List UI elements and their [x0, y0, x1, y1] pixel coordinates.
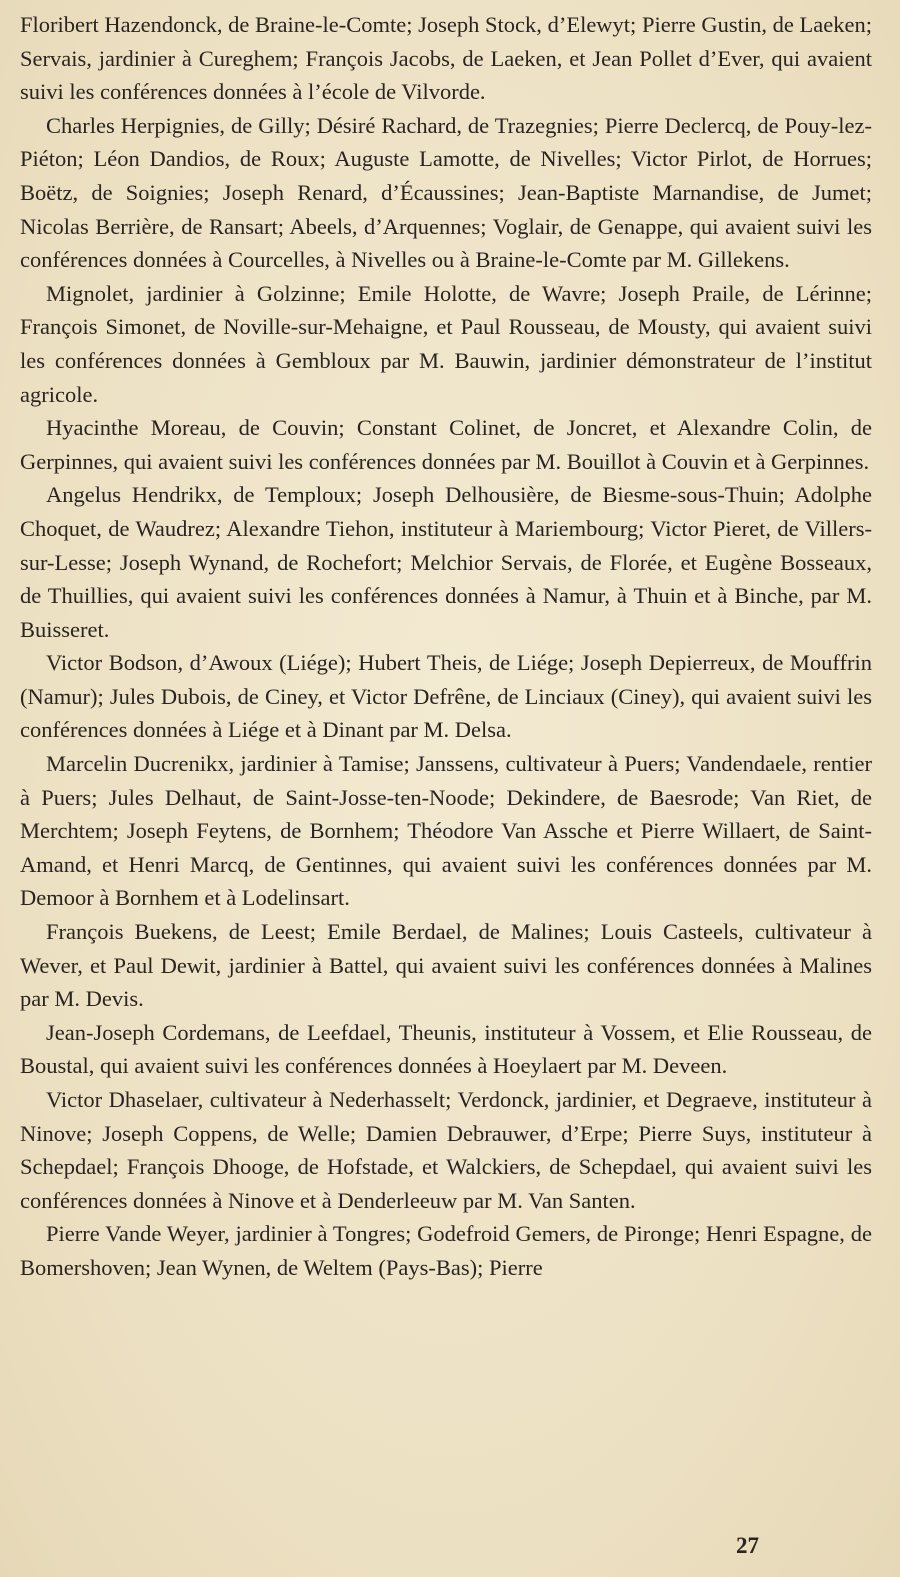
paragraph: Angelus Hendrikx, de Temploux; Joseph Delhousière, de Biesme-sous-Thuin; Adolphe Choquet, de Waudrez; Alexandre Tiehon, instituteur à Mariembourg; Victor Pieret, de Villers-sur-Lesse; Joseph Wynand, de Rochefort; Melchior Servais, de Florée, et Eugène Bosseaux, de Thuillies, qui avaient suivi les conférences données à Namur, à Thuin et à Binche, par M. Buisseret.	[20, 482, 872, 642]
paragraph: Marcelin Ducrenikx, jardinier à Tamise; Janssens, cultivateur à Puers; Vandendaele, rentier à Puers; Jules Delhaut, de Saint-Josse-ten-Noode; Dekindere, de Baesrode; Van Riet, de Merchtem; Joseph Feytens, de Bornhem; Théodore Van Assche et Pierre Willaert, de Saint-Amand, et Henri Marcq, de Gentinnes, qui avaient suivi les conférences données par M. Demoor à Bornhem et à Lodelinsart.	[20, 751, 872, 911]
paragraph: Mignolet, jardinier à Golzinne; Emile Holotte, de Wavre; Joseph Praile, de Lérinne; François Simonet, de Noville-sur-Mehaigne, et Paul Rousseau, de Mousty, qui avaient suivi les conférences données à Gembloux par M. Bauwin, jardinier démonstrateur de l’institut agricole.	[20, 280, 872, 407]
paragraph: Charles Herpignies, de Gilly; Désiré Rachard, de Trazegnies; Pierre Declercq, de Pouy-lez-Piéton; Léon Dandios, de Roux; Auguste Lamotte, de Nivelles; Victor Pirlot, de Horrues; Boëtz, de Soignies; Joseph Renard, d’Écaussines; Jean-Baptiste Marnandise, de Jumet; Nicolas Berrière, de Ransart; Abeels, d’Arquennes; Voglair, de Genappe, qui avaient suivi les conférences données à Courcelles, à Nivelles ou à Braine-le-Comte par M. Gillekens.	[20, 112, 872, 273]
paragraph: Floribert Hazendonck, de Braine-le-Comte; Joseph Stock, d’Elewyt; Pierre Gustin, de Laeken; Servais, jardinier à Cureghem; François Jacobs, de Laeken, et Jean Pollet d’Ever, qui avaient suivi les conférences données à l’école de Vilvorde.	[20, 12, 872, 105]
paragraph: Victor Dhaselaer, cultivateur à Nederhasselt; Verdonck, jardinier, et Degraeve, instituteur à Ninove; Joseph Coppens, de Welle; Damien Debrauwer, d’Erpe; Pierre Suys, instituteur à Schepdael; François Dhooge, de Hofstade, et Walckiers, de Schepdael, qui avaient suivi les conférences données à Ninove et à Denderleeuw par M. Van Santen.	[20, 1087, 872, 1213]
paragraph: Hyacinthe Moreau, de Couvin; Constant Colinet, de Joncret, et Alexandre Colin, de Gerpinnes, qui avaient suivi les conférences données par M. Bouillot à Couvin et à Gerpinnes.	[20, 415, 872, 474]
paragraph: François Buekens, de Leest; Emile Berdael, de Malines; Louis Casteels, cultivateur à Wever, et Paul Dewit, jardinier à Battel, qui avaient suivi les conférences données à Malines par M. Devis.	[20, 919, 872, 1012]
page-number: 27	[736, 1533, 759, 1558]
paragraph: Victor Bodson, d’Awoux (Liége); Hubert Theis, de Liége; Joseph Depierreux, de Mouffrin (Namur); Jules Dubois, de Ciney, et Victor Defrêne, de Linciaux (Ciney), qui avaient suivi les conférences données à Liége et à Dinant par M. Delsa.	[20, 650, 872, 743]
body-text	[20, 8, 872, 1285]
paragraph: Jean-Joseph Cordemans, de Leefdael, Theunis, instituteur à Vossem, et Elie Rousseau, de Boustal, qui avaient suivi les conférences données à Hoeylaert par M. Deveen.	[20, 1019, 872, 1079]
paragraph: Pierre Vande Weyer, jardinier à Tongres; Godefroid Gemers, de Pironge; Henri Espagne, de Bomershoven; Jean Wynen, de Weltem (Pays-Bas); Pierre	[20, 1221, 872, 1280]
